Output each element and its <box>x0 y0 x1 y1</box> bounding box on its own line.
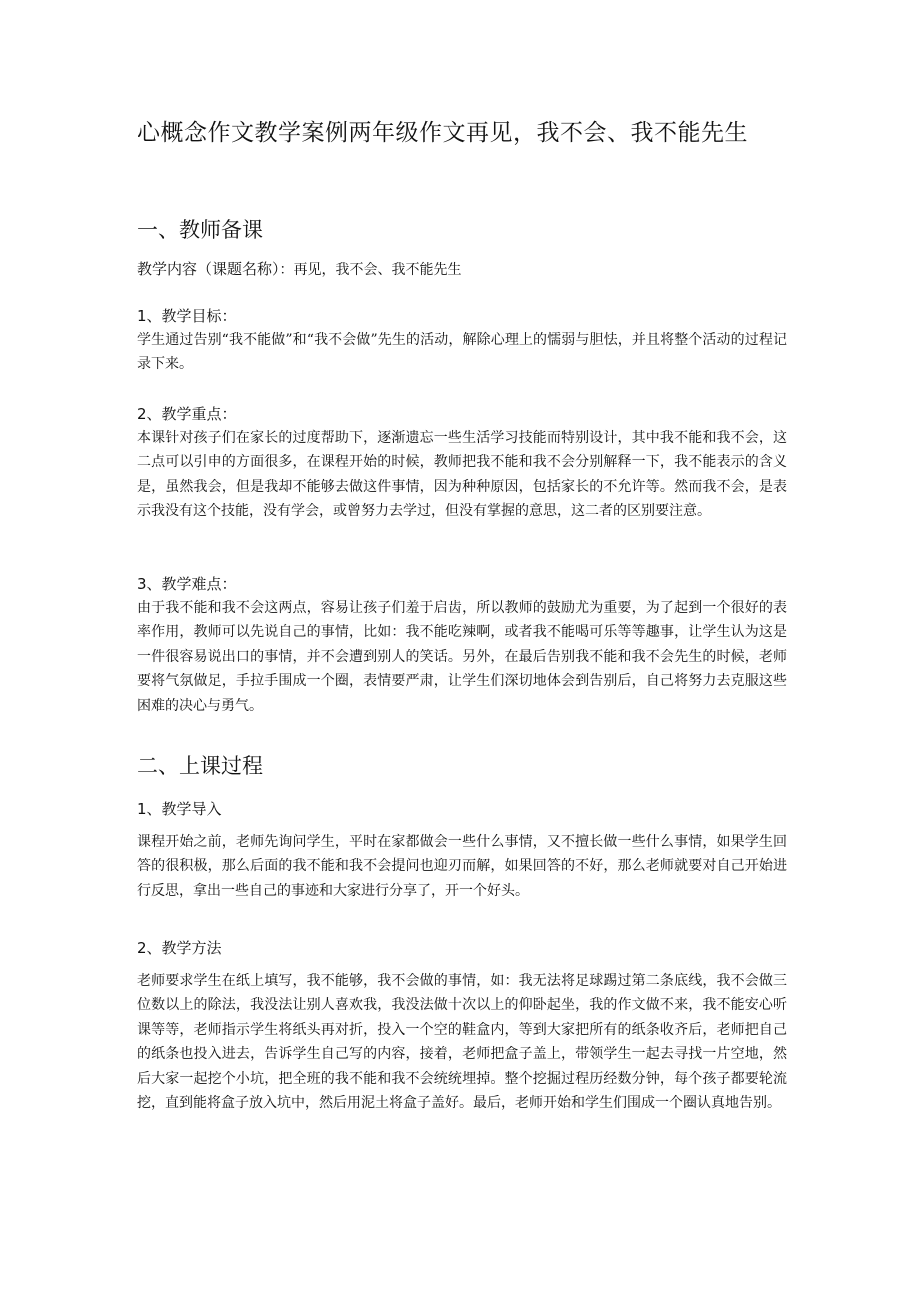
paragraph-teaching-goal: 学生通过告别“我不能做”和“我不会做”先生的活动，解除心理上的懦弱与胆怯，并且将整个活动的过程记录下来。 <box>137 332 787 373</box>
section-heading-lesson-prep: 一、教师备课 <box>137 218 263 242</box>
document-title: 心概念作文教学案例两年级作文再见，我不会、我不能先生 <box>137 120 748 146</box>
section-heading-class-process: 二、上课过程 <box>137 754 263 778</box>
paragraph-teaching-intro: 课程开始之前，老师先询问学生，平时在家都做会一些什么事情，又不擅长做一些什么事情，如果学生回答的很积极，那么后面的我不能和我不会提问也迎刃而解，如果回答的不好，那么老师就要对自己开始进行反思，拿出一些自己的事迹和大家进行分享了，开一个好头。 <box>137 834 787 899</box>
subheading-teaching-method: 2、教学方法 <box>137 939 222 957</box>
lesson-content-value: ：再见，我不会、我不能先生 <box>279 262 462 278</box>
lesson-content-label: 教学内容（课题名称） <box>137 260 280 278</box>
lesson-content-line <box>137 258 462 281</box>
paragraph-teaching-key-points: 本课针对孩子们在家长的过度帮助下，逐渐遗忘一些生活学习技能而特别设计，其中我不能和我不会，这二点可以引申的方面很多，在课程开始的时候，教师把我不能和我不会分别解释一下，我不能表示的含义是，虽然我会，但是我却不能够去做这件事情，因为种种原因，包括家长的不允许等。然而我不会，是表示我没有这个技能，没有学会，或曾努力去学过，但没有掌握的意思，这二者的区别要注意。 <box>137 430 787 520</box>
subheading-teaching-difficulties: 3、教学难点： <box>137 575 237 593</box>
subheading-teaching-key-points: 2、教学重点： <box>137 405 237 423</box>
subheading-teaching-intro: 1、教学导入 <box>137 800 222 818</box>
paragraph-teaching-difficulties: 由于我不能和我不会这两点，容易让孩子们羞于启齿，所以教师的鼓励尤为重要，为了起到一个很好的表率作用，教师可以先说自己的事情，比如：我不能吃辣啊，或者我不能喝可乐等等趣事，让学生认为这是一件很容易说出口的事情，并不会遭到别人的笑话。另外，在最后告别我不能和我不会先生的时候，老师要将气氛做足，手拉手围成一个圈，表情要严肃，让学生们深切地体会到告别后，自己将努力去克服这些困难的决心与勇气。 <box>137 600 787 714</box>
subheading-teaching-goal: 1、教学目标： <box>137 307 237 325</box>
paragraph-teaching-method: 老师要求学生在纸上填写，我不能够，我不会做的事情，如：我无法将足球踢过第二条底线，我不会做三位数以上的除法，我没法让别人喜欢我，我没法做十次以上的仰卧起坐，我的作文做不来，我不能安心听课等等，老师指示学生将纸头再对折，投入一个空的鞋盒内，等到大家把所有的纸条收齐后，老师把自己的纸条也投入进去，告诉学生自己写的内容，接着，老师把盒子盖上，带领学生一起去寻找一片空地，然后大家一起挖个小坑，把全班的我不能和我不会统统埋掉。整个挖掘过程历经数分钟，每个孩子都要轮流挖，直到能将盒子放入坑中，然后用泥土将盒子盖好。最后，老师开始和学生们围成一个圈认真地告别。 <box>137 973 787 1112</box>
